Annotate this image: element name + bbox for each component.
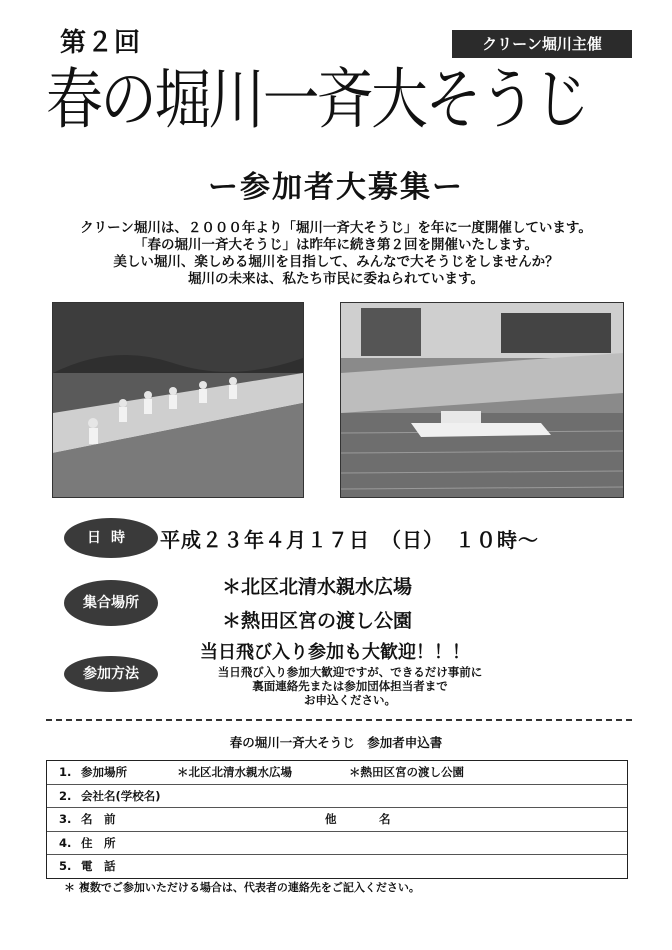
intro-line: 美しい堀川、楽しめる堀川を目指して、みんなで大そうじをしませんか？	[113, 254, 559, 270]
page-subtitle: ー参加者大募集ー	[208, 170, 464, 205]
edition-label: 第２回	[60, 28, 142, 58]
form-row-address[interactable]	[47, 832, 627, 856]
row-number: 4.	[59, 835, 72, 850]
field-label: 会社名(学校名)	[81, 788, 161, 803]
date-label-badge: 日時	[64, 518, 158, 558]
form-row-place[interactable]	[47, 761, 627, 785]
form-row-name[interactable]	[47, 808, 627, 832]
form-row-phone[interactable]	[47, 855, 627, 878]
application-form	[46, 760, 628, 879]
walkin-welcome: 当日飛び入り参加も大歓迎！！！	[200, 642, 470, 663]
field-label: 住 所	[81, 835, 116, 850]
participation-method-badge: 参加方法	[64, 656, 158, 692]
venue-north: ＊北区北清水親水広場	[222, 576, 413, 598]
place-option-north[interactable]: ＊北区北清水親水広場	[177, 765, 292, 779]
others-label: 他	[325, 812, 337, 826]
row-number: 2.	[59, 788, 72, 803]
meeting-place-badge: 集合場所	[64, 580, 158, 626]
field-label: 電 話	[81, 859, 116, 873]
intro-line: クリーン堀川は、２０００年より「堀川一斉大そうじ」を年に一度開催しています。	[80, 220, 592, 236]
form-row-company[interactable]	[47, 785, 627, 809]
organizer-badge: クリーン堀川主催	[452, 30, 632, 58]
form-title: 春の堀川一斉大そうじ 参加者申込書	[229, 735, 443, 750]
place-option-atsuta[interactable]: ＊熱田区宮の渡し公園	[349, 765, 464, 779]
others-count-label: 名	[379, 812, 391, 826]
row-number: 3.	[59, 812, 72, 826]
venue-atsuta: ＊熱田区宮の渡し公園	[222, 610, 413, 632]
cut-line	[46, 719, 632, 721]
intro-text	[30, 220, 642, 288]
row-number: 5.	[59, 859, 72, 873]
intro-line: 「春の堀川一斉大そうじ」は昨年に続き第２回を開催いたします。	[134, 237, 538, 253]
method-line: 当日飛び入り参加大歓迎ですが、できるだけ事前に	[217, 665, 483, 679]
method-line: お申込ください。	[304, 693, 396, 707]
page-title: 春の堀川一斉大そうじ	[46, 61, 588, 138]
row-number: 1.	[59, 765, 72, 779]
field-label: 名 前	[81, 812, 116, 826]
event-datetime: 平成２３年４月１７日 （日） １０時～	[160, 528, 539, 552]
river-boat-photo	[340, 302, 624, 498]
participation-method-text	[200, 665, 500, 707]
field-label: 参加場所	[81, 765, 127, 779]
form-note: ＊ 複数でご参加いただける場合は、代表者の連絡先をご記入ください。	[64, 881, 420, 894]
method-line: 裏面連絡先または参加団体担当者まで	[252, 679, 448, 693]
intro-line: 堀川の未来は、私たち市民に委ねられています。	[188, 271, 484, 287]
river-cleanup-photo	[52, 302, 304, 498]
